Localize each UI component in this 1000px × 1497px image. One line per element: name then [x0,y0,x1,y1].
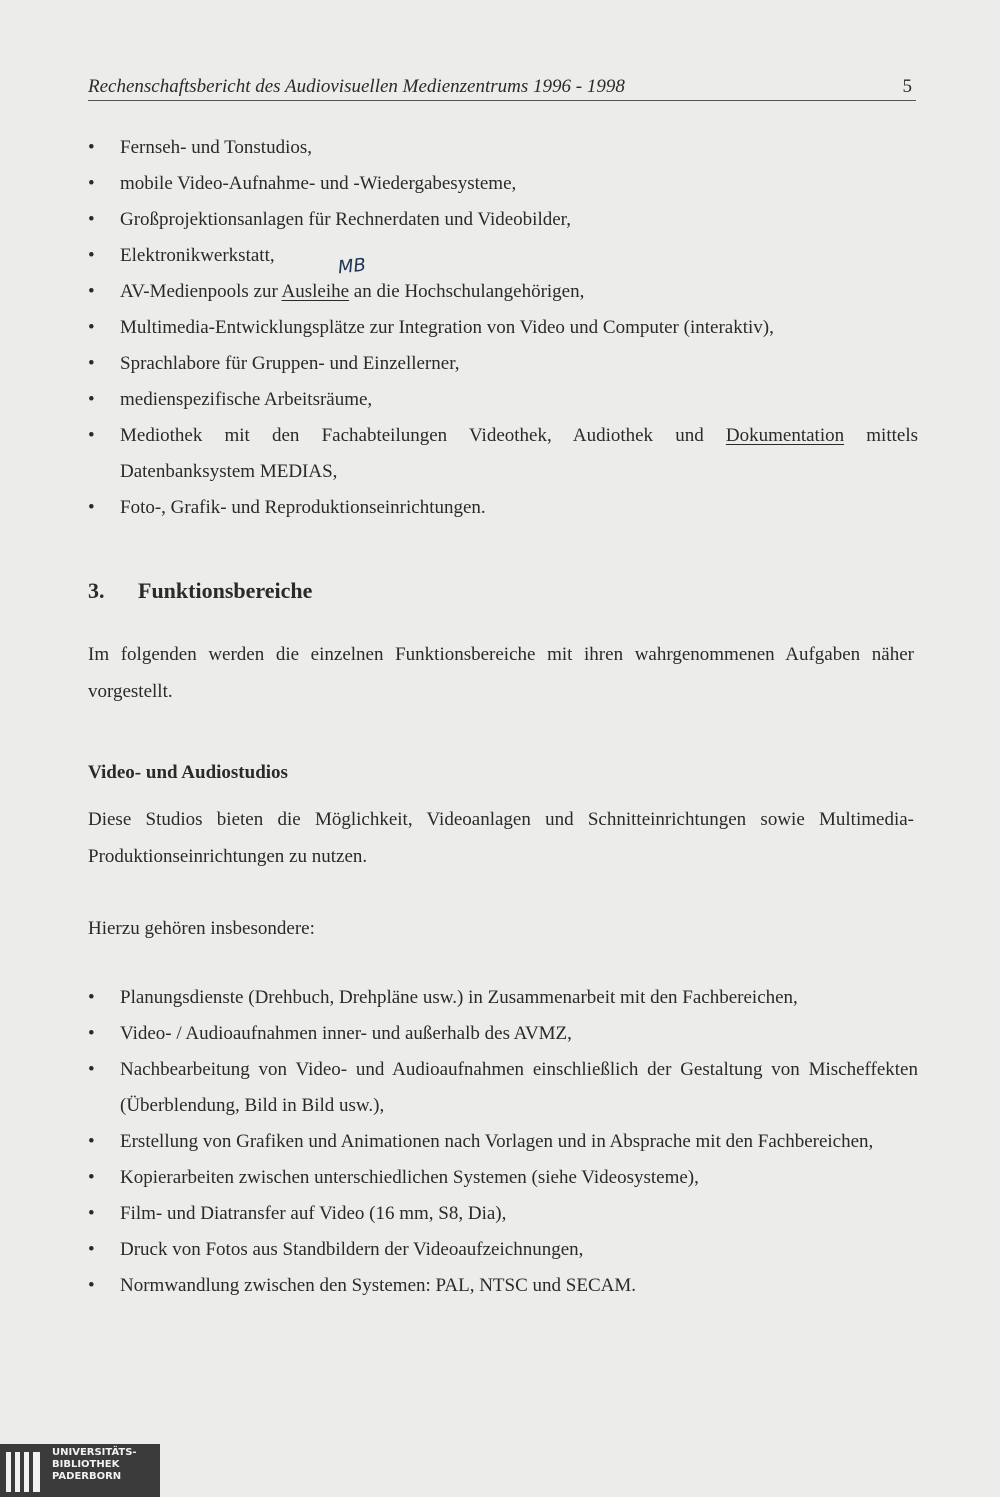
subsection-lead: Hierzu gehören insbesondere: [88,918,315,939]
header-title: Rechenschaftsbericht des Audiovisuellen Medienzentrums 1996 - 1998 [88,76,625,97]
list-item: • Kopierarbeiten zwischen unterschiedlichen Systemen (siehe Videosysteme), [88,1167,699,1188]
list-item: • Elektronikwerkstatt, [88,245,275,266]
list-item: • Planungsdienste (Drehbuch, Drehpläne usw.) in Zusammenarbeit mit den Fachbereichen, [88,987,798,1008]
services-list [88,980,918,1304]
library-logo [0,1444,160,1497]
list-item: • Druck von Fotos aus Standbildern der Videoaufzeichnungen, [88,1239,584,1260]
underlined-word: Dokumentation [725,425,845,446]
list-item: • AV-Medienpools zur Ausleihe an die Hochschulangehörigen, [88,281,585,302]
list-item: • Normwandlung zwischen den Systemen: PAL, NTSC und SECAM. [88,1275,636,1296]
section-title: Funktionsbereiche [138,578,313,603]
section-intro: Im folgenden werden die einzelnen Funktionsbereiche mit ihren wahrgenommenen Aufgaben näher vorgestellt. [88,644,914,702]
underlined-word: Ausleihe [281,281,350,302]
list-item: • Film- und Diatransfer auf Video (16 mm, S8, Dia), [88,1203,507,1224]
list-item: • medienspezifische Arbeitsräume, [88,389,373,410]
list-item: • Foto-, Grafik- und Reproduktionseinrichtungen. [88,497,486,518]
handwritten-note: MB [336,254,367,279]
list-item: • Erstellung von Grafiken und Animationen nach Vorlagen und in Absprache mit den Fachbereichen, [88,1131,874,1152]
running-header [88,74,916,101]
page-number: 5 [902,76,912,97]
subsection-heading: Video- und Audiostudios [88,762,288,783]
subsection-text: Diese Studios bieten die Möglichkeit, Videoanlagen und Schnitteinrichtungen sowie Multimedia-Produktionseinrichtungen zu nutzen. [88,809,914,867]
list-item: • Video- / Audioaufnahmen inner- und außerhalb des AVMZ, [88,1023,572,1044]
list-item: • mobile Video-Aufnahme- und -Wiedergabesysteme, [88,173,517,194]
list-item: • Multimedia-Entwicklungsplätze zur Integration von Video und Computer (interaktiv), [88,317,774,338]
list-item: • Nachbearbeitung von Video- und Audioaufnahmen einschließlich der Gestaltung von Mischeffekten (Überblendung, Bild in Bild usw.), [88,1059,918,1116]
list-item: • Großprojektionsanlagen für Rechnerdaten und Videobilder, [88,209,571,230]
facilities-list [88,130,918,526]
library-logo-text: UNIVERSITÄTS- BIBLIOTHEK PADERBORN [52,1447,137,1482]
list-item: • Sprachlabore für Gruppen- und Einzellerner, [88,353,460,374]
section-heading [88,578,312,604]
section-number: 3. [88,578,105,603]
list-item: • Fernseh- und Tonstudios, [88,137,313,158]
list-item: • Mediothek mit den Fachabteilungen Videothek, Audiothek und Dokumentation mittels Datenbanksystem MEDIAS, [88,425,918,482]
